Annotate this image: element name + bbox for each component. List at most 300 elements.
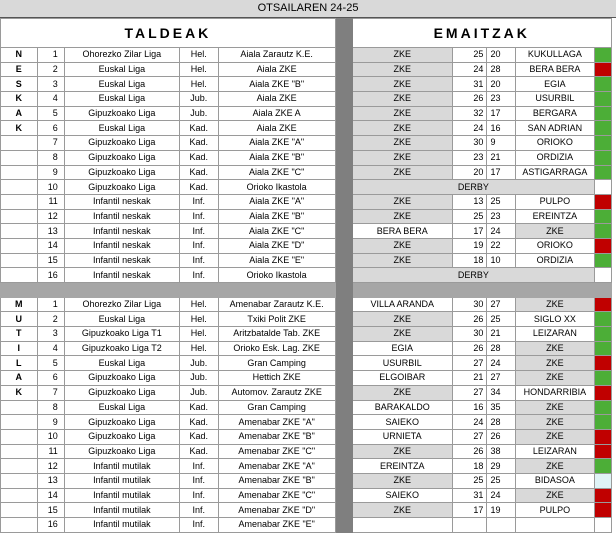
away-team: LEIZARAN xyxy=(515,327,595,342)
home-score: 21 xyxy=(452,371,487,386)
row-number: 13 xyxy=(37,473,64,488)
table-row xyxy=(1,77,612,92)
category: Kad. xyxy=(179,400,218,415)
category: Hel. xyxy=(179,77,218,92)
category: Hel. xyxy=(179,312,218,327)
home-score: 26 xyxy=(452,92,487,107)
home-team: ZKE xyxy=(352,106,452,121)
sheet-title: OTSAILAREN 24-25 xyxy=(0,0,616,18)
section-letter: T xyxy=(1,327,38,342)
section-letter xyxy=(1,429,38,444)
home-team: SAIEKO xyxy=(352,488,452,503)
away-score: 28 xyxy=(487,341,515,356)
team-name: Aiala ZKE A xyxy=(218,106,335,121)
section-letter xyxy=(1,459,38,474)
home-team: EGIA xyxy=(352,341,452,356)
home-score: 24 xyxy=(452,415,487,430)
table-row xyxy=(1,238,612,253)
home-team xyxy=(352,518,452,533)
category: Hel. xyxy=(179,48,218,63)
team-name: Amenabar ZKE "C" xyxy=(218,488,335,503)
home-score: 32 xyxy=(452,106,487,121)
result-indicator xyxy=(595,77,612,92)
category: Inf. xyxy=(179,194,218,209)
column-divider xyxy=(335,297,352,312)
section-letter xyxy=(1,518,38,533)
result-indicator xyxy=(595,503,612,518)
away-score: 28 xyxy=(487,62,515,77)
home-team: ZKE xyxy=(352,473,452,488)
table-row xyxy=(1,121,612,136)
league-name: Gipuzkoako Liga xyxy=(64,415,179,430)
away-team: HONDARRIBIA xyxy=(515,385,595,400)
away-score: 25 xyxy=(487,312,515,327)
team-name: Amenabar Zarautz K.E. xyxy=(218,297,335,312)
team-name: Txiki Polit ZKE xyxy=(218,312,335,327)
away-team: ZKE xyxy=(515,415,595,430)
section-letter: M xyxy=(1,297,38,312)
team-name: Orioko Ikastola xyxy=(218,180,335,195)
row-number: 3 xyxy=(37,77,64,92)
home-score: 25 xyxy=(452,48,487,63)
result-indicator xyxy=(595,121,612,136)
result-indicator xyxy=(595,180,612,195)
category: Kad. xyxy=(179,444,218,459)
home-score: 17 xyxy=(452,503,487,518)
team-name: Automov. Zarautz ZKE xyxy=(218,385,335,400)
category: Inf. xyxy=(179,488,218,503)
table-row xyxy=(1,48,612,63)
home-team: ZKE xyxy=(352,121,452,136)
away-score: 27 xyxy=(487,297,515,312)
table-row xyxy=(1,180,612,195)
separator-cell xyxy=(335,283,352,298)
section-letter xyxy=(1,444,38,459)
away-score: 17 xyxy=(487,106,515,121)
home-team: VILLA ARANDA xyxy=(352,297,452,312)
section-letter: L xyxy=(1,356,38,371)
away-score: 23 xyxy=(487,92,515,107)
league-name: Euskal Liga xyxy=(64,77,179,92)
column-divider xyxy=(335,429,352,444)
column-divider xyxy=(335,165,352,180)
row-number: 1 xyxy=(37,48,64,63)
away-score: 26 xyxy=(487,429,515,444)
away-team: BERA BERA xyxy=(515,62,595,77)
section-letter: E xyxy=(1,62,38,77)
team-name: Orioko Esk. Lag. ZKE xyxy=(218,341,335,356)
home-score: 23 xyxy=(452,150,487,165)
away-team: KUKULLAGA xyxy=(515,48,595,63)
away-team: ORDIZIA xyxy=(515,253,595,268)
column-divider xyxy=(335,48,352,63)
league-name: Gipuzkoako Liga xyxy=(64,106,179,121)
table-row xyxy=(1,165,612,180)
column-divider xyxy=(335,180,352,195)
column-divider xyxy=(335,106,352,121)
home-team: ZKE xyxy=(352,253,452,268)
away-score: 16 xyxy=(487,121,515,136)
away-team: ZKE xyxy=(515,400,595,415)
home-score: 17 xyxy=(452,224,487,239)
team-name: Amenabar ZKE "C" xyxy=(218,444,335,459)
table-row xyxy=(1,150,612,165)
section-letter xyxy=(1,180,38,195)
row-number: 14 xyxy=(37,238,64,253)
result-indicator xyxy=(595,136,612,151)
category: Inf. xyxy=(179,518,218,533)
section-letter: A xyxy=(1,371,38,386)
category: Hel. xyxy=(179,341,218,356)
category: Inf. xyxy=(179,473,218,488)
home-team: BERA BERA xyxy=(352,224,452,239)
table-row xyxy=(1,327,612,342)
category: Jub. xyxy=(179,371,218,386)
results-header: EMAITZAK xyxy=(352,19,612,48)
home-score: 31 xyxy=(452,488,487,503)
league-name: Gipuzkoako Liga xyxy=(64,429,179,444)
home-score: 20 xyxy=(452,165,487,180)
league-name: Gipuzkoako Liga xyxy=(64,444,179,459)
league-name: Infantil mutilak xyxy=(64,473,179,488)
table-row xyxy=(1,224,612,239)
team-name: Aiala ZKE "A" xyxy=(218,194,335,209)
column-divider xyxy=(335,488,352,503)
away-score: 24 xyxy=(487,356,515,371)
home-team: ZKE xyxy=(352,238,452,253)
away-score xyxy=(487,518,515,533)
table-row xyxy=(1,473,612,488)
result-indicator xyxy=(595,312,612,327)
team-name: Amenabar ZKE "A" xyxy=(218,459,335,474)
separator-cell xyxy=(1,283,38,298)
column-divider xyxy=(335,19,352,48)
away-team: BIDASOA xyxy=(515,473,595,488)
home-team: ZKE xyxy=(352,136,452,151)
column-divider xyxy=(335,253,352,268)
section-letter xyxy=(1,224,38,239)
table-row xyxy=(1,341,612,356)
team-name: Amenabar ZKE "B" xyxy=(218,473,335,488)
home-team: EREINTZA xyxy=(352,459,452,474)
away-score: 25 xyxy=(487,194,515,209)
result-indicator xyxy=(595,62,612,77)
away-score: 35 xyxy=(487,400,515,415)
team-name: Aiala ZKE "E" xyxy=(218,253,335,268)
league-name: Euskal Liga xyxy=(64,121,179,136)
league-name: Infantil neskak xyxy=(64,194,179,209)
result-indicator xyxy=(595,356,612,371)
away-score: 24 xyxy=(487,224,515,239)
away-team: SIGLO XX xyxy=(515,312,595,327)
category: Jub. xyxy=(179,356,218,371)
home-score: 27 xyxy=(452,385,487,400)
row-number: 16 xyxy=(37,268,64,283)
row-number: 4 xyxy=(37,341,64,356)
away-score: 27 xyxy=(487,371,515,386)
table-row xyxy=(1,62,612,77)
section-letter: K xyxy=(1,121,38,136)
result-indicator xyxy=(595,209,612,224)
row-number: 13 xyxy=(37,224,64,239)
away-team: ZKE xyxy=(515,459,595,474)
away-team: ORDIZIA xyxy=(515,150,595,165)
away-score: 34 xyxy=(487,385,515,400)
result-indicator xyxy=(595,48,612,63)
team-name: Aiala ZKE xyxy=(218,121,335,136)
row-number: 11 xyxy=(37,444,64,459)
row-number: 6 xyxy=(37,121,64,136)
table-row xyxy=(1,385,612,400)
away-team: EREINTZA xyxy=(515,209,595,224)
table-row xyxy=(1,503,612,518)
category: Hel. xyxy=(179,297,218,312)
category: Inf. xyxy=(179,238,218,253)
home-score: 26 xyxy=(452,341,487,356)
home-team: BARAKALDO xyxy=(352,400,452,415)
column-divider xyxy=(335,268,352,283)
away-score: 21 xyxy=(487,327,515,342)
section-letter xyxy=(1,136,38,151)
row-number: 6 xyxy=(37,371,64,386)
away-team: ASTIGARRAGA xyxy=(515,165,595,180)
category: Hel. xyxy=(179,62,218,77)
away-score: 25 xyxy=(487,473,515,488)
section-letter: K xyxy=(1,385,38,400)
column-divider xyxy=(335,209,352,224)
column-divider xyxy=(335,312,352,327)
result-indicator xyxy=(595,297,612,312)
category: Hel. xyxy=(179,327,218,342)
category: Kad. xyxy=(179,415,218,430)
away-score: 23 xyxy=(487,209,515,224)
away-score: 20 xyxy=(487,48,515,63)
column-divider xyxy=(335,136,352,151)
table-row xyxy=(1,92,612,107)
category: Inf. xyxy=(179,268,218,283)
row-number: 7 xyxy=(37,136,64,151)
result-indicator xyxy=(595,165,612,180)
column-divider xyxy=(335,459,352,474)
column-divider xyxy=(335,341,352,356)
league-name: Gipuzkoako Liga T1 xyxy=(64,327,179,342)
section-letter: I xyxy=(1,341,38,356)
league-name: Infantil neskak xyxy=(64,238,179,253)
category: Jub. xyxy=(179,106,218,121)
section-letter xyxy=(1,253,38,268)
league-name: Gipuzkoako Liga xyxy=(64,165,179,180)
home-score: 25 xyxy=(452,473,487,488)
category: Inf. xyxy=(179,224,218,239)
away-score: 20 xyxy=(487,77,515,92)
home-score: 30 xyxy=(452,327,487,342)
table-row xyxy=(1,297,612,312)
team-name: Aritzbatalde Tab. ZKE xyxy=(218,327,335,342)
result-indicator xyxy=(595,429,612,444)
separator-cell xyxy=(452,283,487,298)
column-divider xyxy=(335,415,352,430)
column-divider xyxy=(335,194,352,209)
column-divider xyxy=(335,518,352,533)
result-indicator xyxy=(595,488,612,503)
league-name: Infantil mutilak xyxy=(64,459,179,474)
away-team: ZKE xyxy=(515,297,595,312)
table-row xyxy=(1,194,612,209)
column-divider xyxy=(335,400,352,415)
team-name: Aiala ZKE xyxy=(218,62,335,77)
away-score: 17 xyxy=(487,165,515,180)
league-name: Gipuzkoako Liga T2 xyxy=(64,341,179,356)
row-number: 12 xyxy=(37,209,64,224)
section-letter xyxy=(1,415,38,430)
result-indicator xyxy=(595,444,612,459)
category: Jub. xyxy=(179,385,218,400)
section-letter: A xyxy=(1,106,38,121)
away-score: 29 xyxy=(487,459,515,474)
section-letter: N xyxy=(1,48,38,63)
home-team: ELGOIBAR xyxy=(352,371,452,386)
home-team: ZKE xyxy=(352,444,452,459)
league-name: Infantil neskak xyxy=(64,224,179,239)
result-indicator xyxy=(595,385,612,400)
section-letter: U xyxy=(1,312,38,327)
column-divider xyxy=(335,121,352,136)
home-team: ZKE xyxy=(352,312,452,327)
team-name: Amenabar ZKE "A" xyxy=(218,415,335,430)
table-row xyxy=(1,415,612,430)
derby-label: DERBY xyxy=(352,268,595,283)
team-name: Aiala Zarautz K.E. xyxy=(218,48,335,63)
row-number: 15 xyxy=(37,253,64,268)
result-indicator xyxy=(595,268,612,283)
row-number: 9 xyxy=(37,165,64,180)
section-letter xyxy=(1,209,38,224)
result-indicator xyxy=(595,253,612,268)
result-indicator xyxy=(595,518,612,533)
home-team: ZKE xyxy=(352,48,452,63)
away-team: ZKE xyxy=(515,341,595,356)
table-row xyxy=(1,268,612,283)
league-name: Euskal Liga xyxy=(64,62,179,77)
row-number: 10 xyxy=(37,429,64,444)
row-number: 12 xyxy=(37,459,64,474)
result-indicator xyxy=(595,400,612,415)
team-name: Aiala ZKE "D" xyxy=(218,238,335,253)
home-team: ZKE xyxy=(352,327,452,342)
team-name: Aiala ZKE "B" xyxy=(218,77,335,92)
row-number: 10 xyxy=(37,180,64,195)
away-score: 21 xyxy=(487,150,515,165)
result-indicator xyxy=(595,327,612,342)
separator-cell xyxy=(352,283,452,298)
away-team xyxy=(515,518,595,533)
teams-header: TALDEAK xyxy=(1,19,336,48)
column-divider xyxy=(335,444,352,459)
home-team: URNIETA xyxy=(352,429,452,444)
away-team: ORIOKO xyxy=(515,238,595,253)
category: Kad. xyxy=(179,180,218,195)
table-row xyxy=(1,106,612,121)
separator-cell xyxy=(487,283,515,298)
column-divider xyxy=(335,77,352,92)
row-number: 1 xyxy=(37,297,64,312)
table-row xyxy=(1,312,612,327)
result-indicator xyxy=(595,238,612,253)
league-name: Gipuzkoako Liga xyxy=(64,150,179,165)
column-divider xyxy=(335,473,352,488)
home-score: 18 xyxy=(452,253,487,268)
league-name: Infantil neskak xyxy=(64,253,179,268)
separator-cell xyxy=(595,283,612,298)
category: Kad. xyxy=(179,429,218,444)
team-name: Amenabar ZKE "D" xyxy=(218,503,335,518)
separator-cell xyxy=(179,283,218,298)
separator-cell xyxy=(64,283,179,298)
league-name: Infantil mutilak xyxy=(64,518,179,533)
table-row xyxy=(1,209,612,224)
home-score: 30 xyxy=(452,297,487,312)
away-team: LEIZARAN xyxy=(515,444,595,459)
row-number: 3 xyxy=(37,327,64,342)
league-name: Euskal Liga xyxy=(64,400,179,415)
separator-cell xyxy=(218,283,335,298)
result-indicator xyxy=(595,92,612,107)
league-name: Euskal Liga xyxy=(64,92,179,107)
row-number: 5 xyxy=(37,356,64,371)
row-number: 16 xyxy=(37,518,64,533)
category: Inf. xyxy=(179,459,218,474)
row-number: 4 xyxy=(37,92,64,107)
away-team: SAN ADRIAN xyxy=(515,121,595,136)
category: Kad. xyxy=(179,121,218,136)
home-score: 18 xyxy=(452,459,487,474)
team-name: Aiala ZKE "B" xyxy=(218,150,335,165)
table-row xyxy=(1,488,612,503)
table-row xyxy=(1,444,612,459)
category: Kad. xyxy=(179,165,218,180)
column-divider xyxy=(335,224,352,239)
home-score: 16 xyxy=(452,400,487,415)
category: Inf. xyxy=(179,503,218,518)
home-team: ZKE xyxy=(352,150,452,165)
section-letter xyxy=(1,473,38,488)
team-name: Aiala ZKE xyxy=(218,92,335,107)
home-team: USURBIL xyxy=(352,356,452,371)
section-letter xyxy=(1,150,38,165)
league-name: Gipuzkoako Liga xyxy=(64,371,179,386)
league-name: Gipuzkoako Liga xyxy=(64,136,179,151)
result-indicator xyxy=(595,224,612,239)
away-score: 22 xyxy=(487,238,515,253)
column-divider xyxy=(335,327,352,342)
separator-cell xyxy=(515,283,595,298)
row-number: 2 xyxy=(37,62,64,77)
home-team: ZKE xyxy=(352,503,452,518)
result-indicator xyxy=(595,473,612,488)
away-score: 9 xyxy=(487,136,515,151)
home-team: SAIEKO xyxy=(352,415,452,430)
column-divider xyxy=(335,62,352,77)
section-letter xyxy=(1,400,38,415)
home-team: ZKE xyxy=(352,385,452,400)
derby-label: DERBY xyxy=(352,180,595,195)
section-letter xyxy=(1,165,38,180)
category: Jub. xyxy=(179,92,218,107)
away-team: ZKE xyxy=(515,224,595,239)
home-team: ZKE xyxy=(352,77,452,92)
home-score: 30 xyxy=(452,136,487,151)
home-score: 24 xyxy=(452,121,487,136)
